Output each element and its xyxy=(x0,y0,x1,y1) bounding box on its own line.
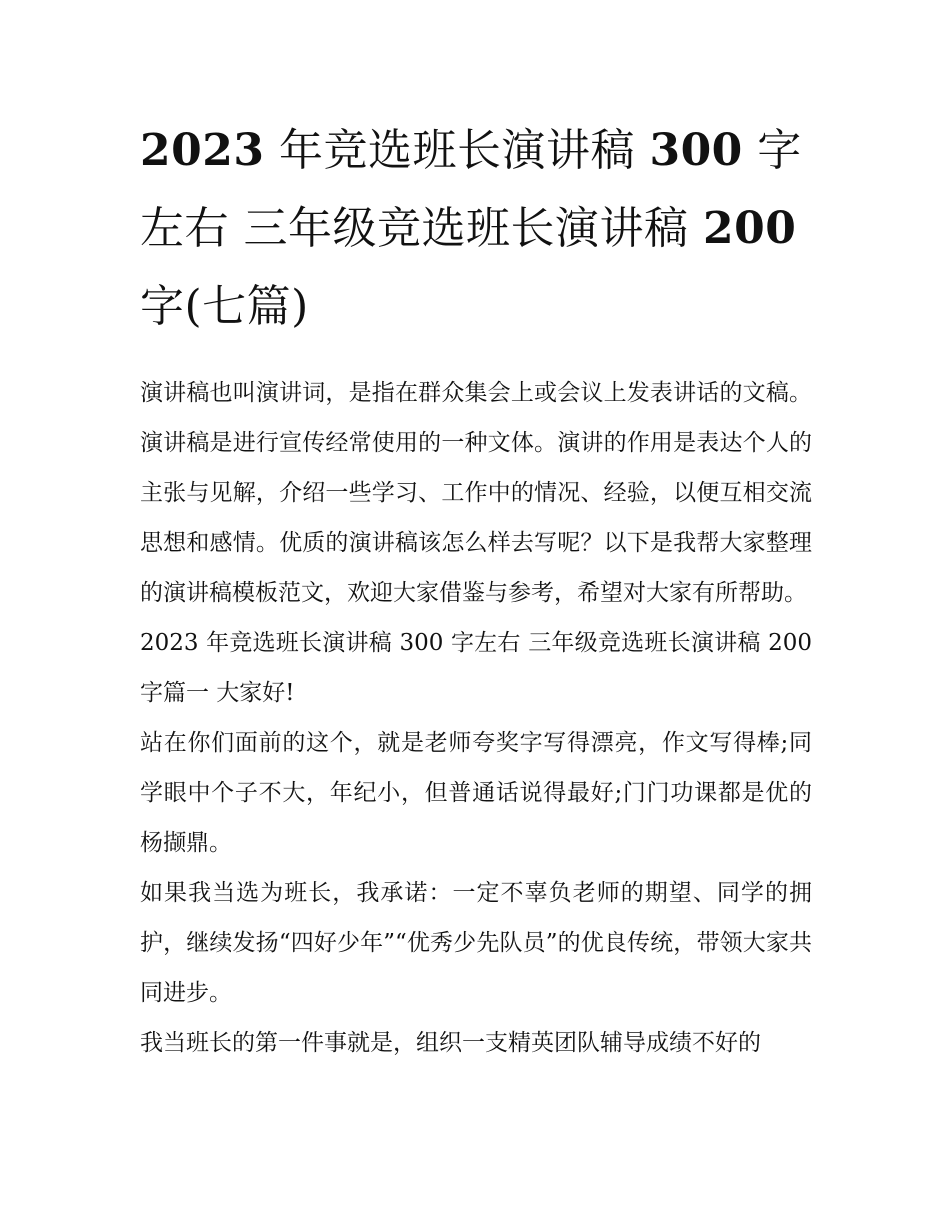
title-number: 200 xyxy=(702,203,797,254)
title-segment: 字左右 三年级竞选班长演讲稿 xyxy=(140,125,802,254)
section-heading-paragraph: 2023 年竞选班长演讲稿 300 字左右 三年级竞选班长演讲稿 200 字篇一 大家好! xyxy=(140,630,812,706)
title-number: 300 xyxy=(649,125,743,176)
document-title xyxy=(140,112,812,346)
body-paragraph: 我当班长的第一件事就是，组织一支精英团队辅导成绩不好的 xyxy=(140,1030,761,1056)
document-page xyxy=(140,112,812,1068)
document-body xyxy=(140,368,812,1068)
title-year: 2023 xyxy=(140,125,265,176)
body-paragraph: 站在你们面前的这个，就是老师夸奖字写得漂亮，作文写得棒;同学眼中个子不大，年纪小，但普通话说得最好;门门功课都是优的杨撷鼎。 xyxy=(140,730,812,856)
body-paragraph: 如果我当选为班长，我承诺：一定不辜负老师的期望、同学的拥护，继续发扬“四好少年”“优秀少先队员”的优良传统，带领大家共同进步。 xyxy=(140,880,812,1006)
title-segment: 年竞选班长演讲稿 xyxy=(264,125,650,176)
title-segment: 字(七篇) xyxy=(140,281,309,332)
intro-paragraph: 演讲稿也叫演讲词，是指在群众集会上或会议上发表讲话的文稿。演讲稿是进行宣传经常使用的一种文体。演讲的作用是表达个人的主张与见解，介绍一些学习、工作中的情况、经验，以便互相交流思想和感情。优质的演讲稿该怎么样去写呢？以下是我帮大家整理的演讲稿模板范文，欢迎大家借鉴与参考，希望对大家有所帮助。 xyxy=(140,380,812,606)
